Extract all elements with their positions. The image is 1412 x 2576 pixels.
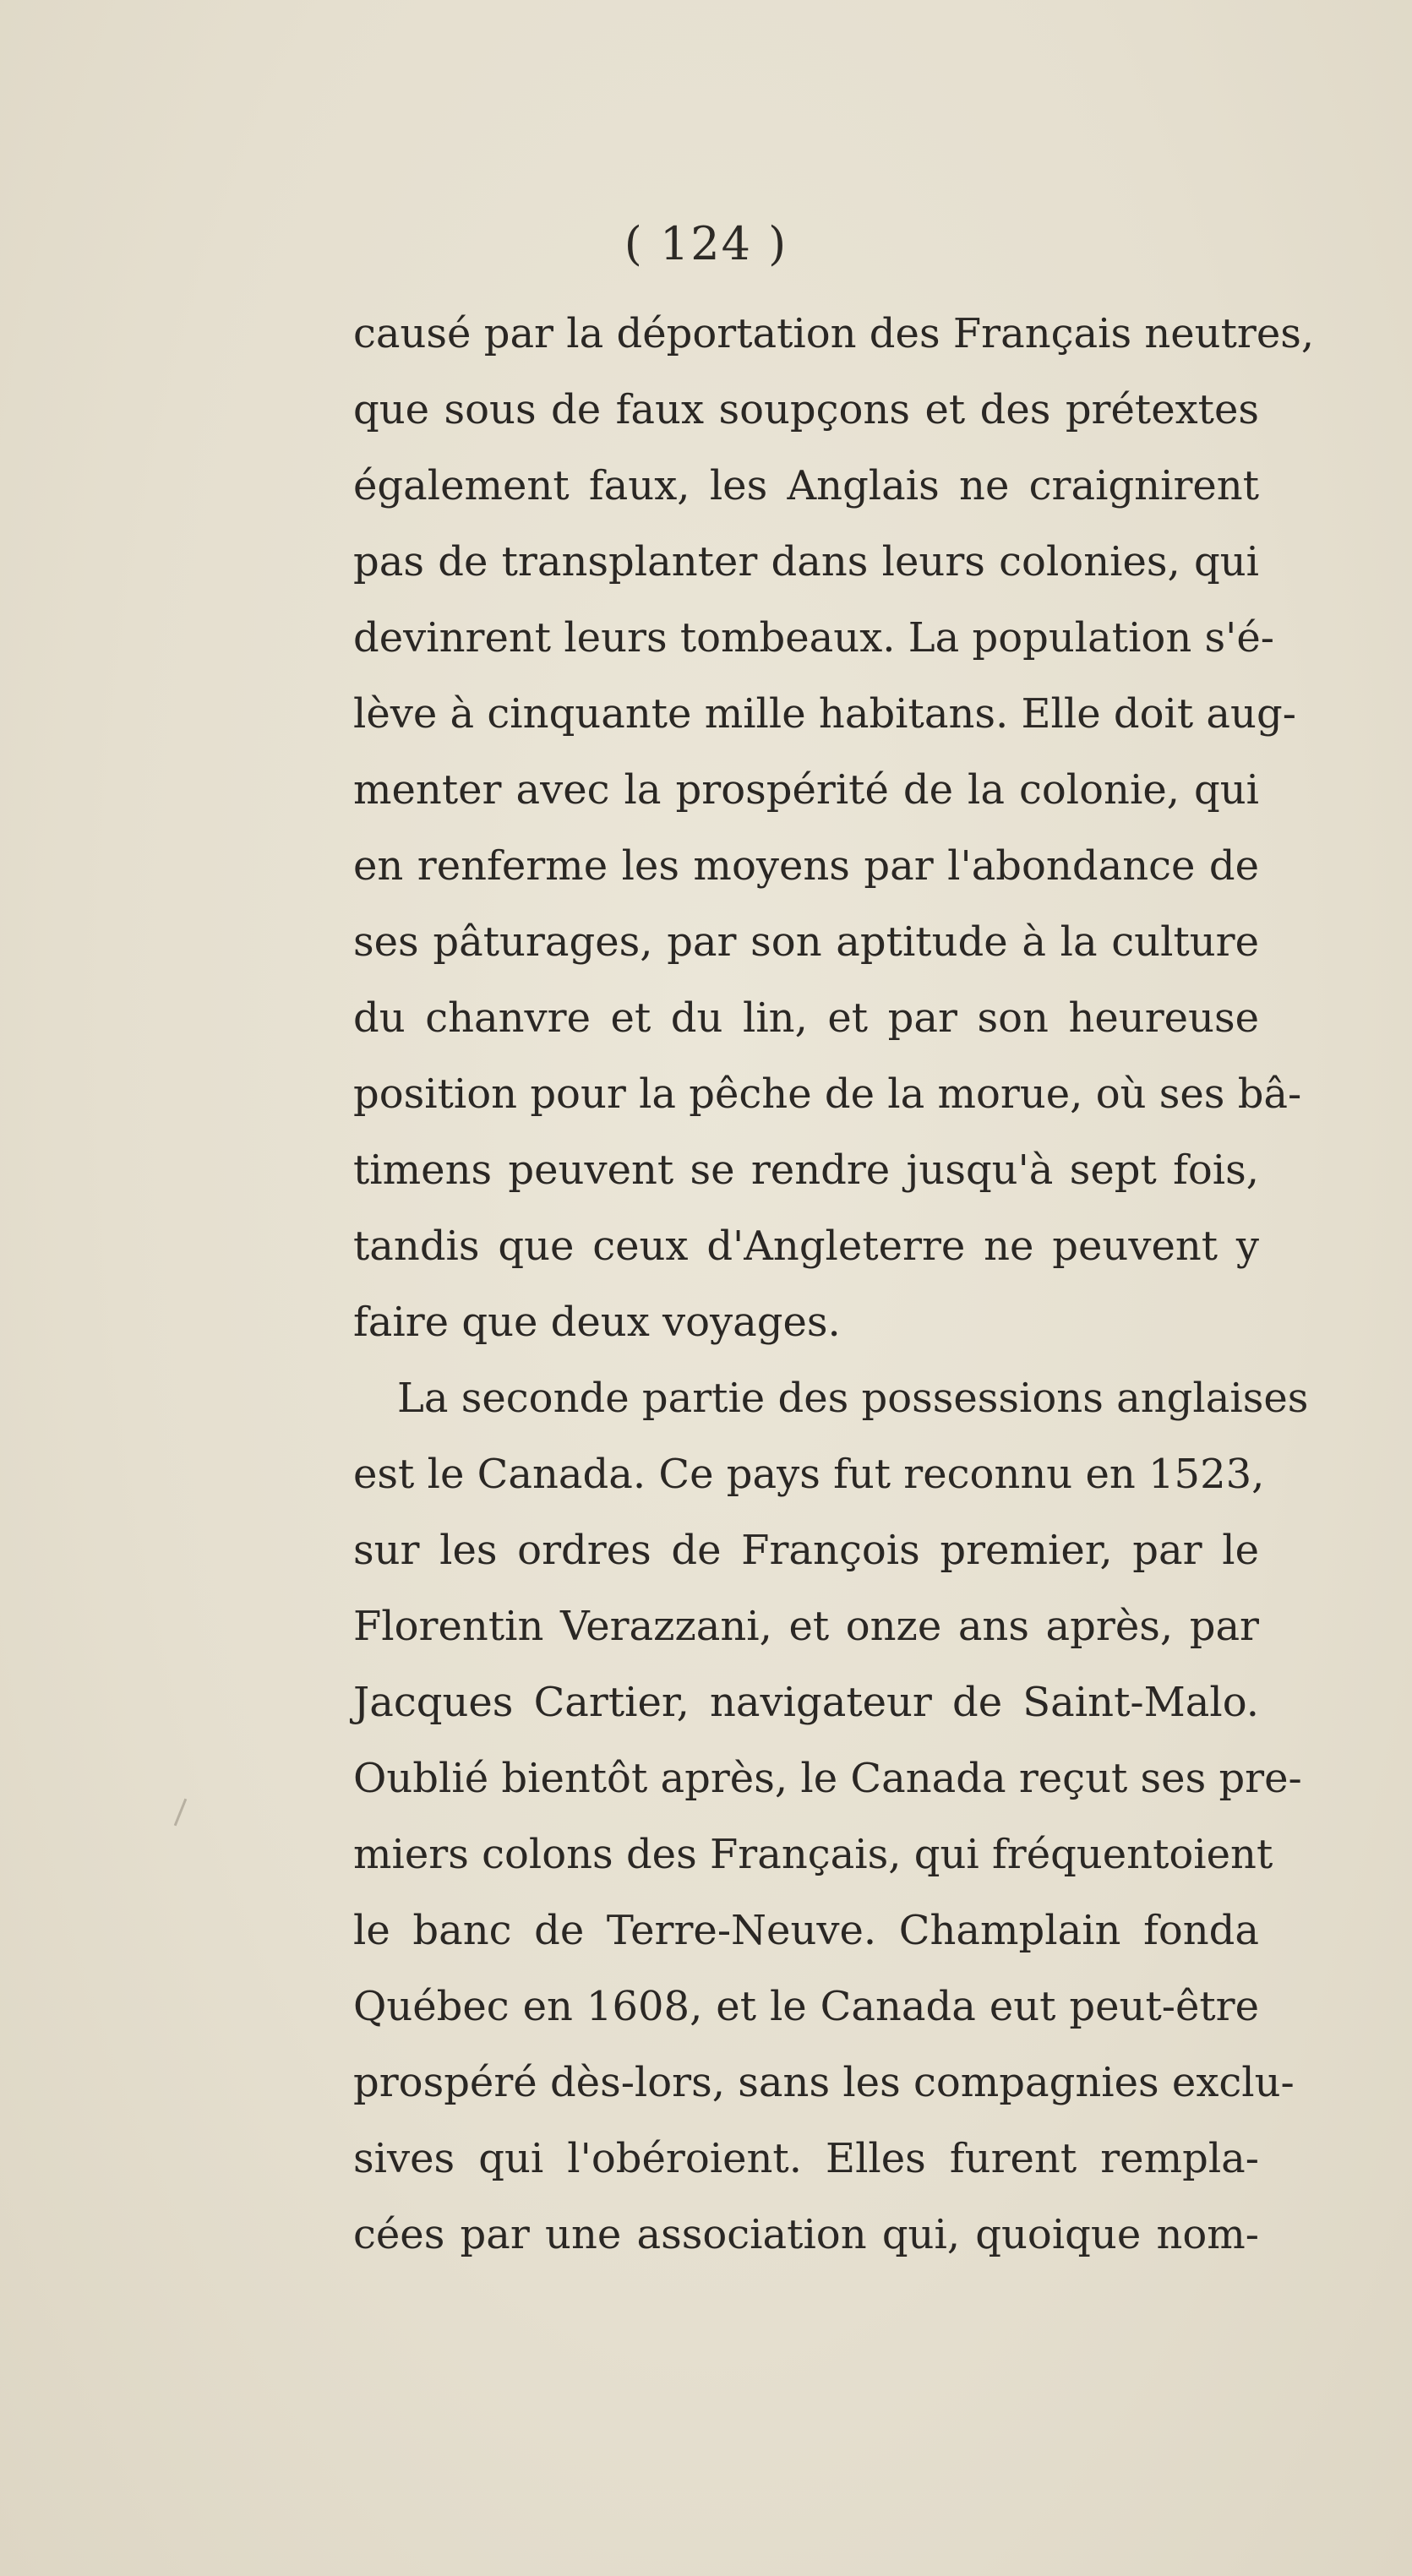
text-line: est le Canada. Ce pays fut reconnu en 1523, (353, 1451, 1265, 1498)
text-line: en renferme les moyens par l'abondance de (353, 842, 1259, 890)
text-line: ses pâturages, par son aptitude à la culture (353, 918, 1259, 966)
text-line: faire que deux voyages. (353, 1299, 841, 1346)
text-line: que sous de faux soupçons et des prétextes (353, 386, 1259, 433)
text-line: devinrent leurs tombeaux. La population s'é- (353, 614, 1274, 662)
text-line: sur les ordres de François premier, par le (353, 1527, 1259, 1574)
text-line: tandis que ceux d'Angleterre ne peuvent y (353, 1223, 1259, 1270)
page-number: ( 124 ) (624, 217, 788, 270)
text-line: également faux, les Anglais ne craignirent (353, 462, 1259, 509)
text-line: pas de transplanter dans leurs colonies, qui (353, 538, 1259, 585)
text-line: cées par une association qui, quoique nom- (353, 2211, 1259, 2258)
text-line: Jacques Cartier, navigateur de Saint-Malo. (353, 1679, 1259, 1726)
text-line: La seconde partie des possessions anglaises (397, 1375, 1309, 1422)
text-line: Québec en 1608, et le Canada eut peut-être (353, 1983, 1259, 2030)
text-line: position pour la pêche de la morue, où ses bâ- (353, 1070, 1302, 1118)
text-line: menter avec la prospérité de la colonie, qui (353, 766, 1259, 814)
paper-blemish (174, 1799, 188, 1827)
text-line: Oublié bientôt après, le Canada reçut ses pre- (353, 1755, 1302, 1802)
text-line: timens peuvent se rendre jusqu'à sept fois, (353, 1146, 1259, 1194)
text-line: sives qui l'obéroient. Elles furent rempla- (353, 2135, 1259, 2182)
text-line: prospéré dès-lors, sans les compagnies exclu- (353, 2059, 1295, 2106)
text-line: lève à cinquante mille habitans. Elle doit aug- (353, 690, 1296, 738)
text-line: Florentin Verazzani, et onze ans après, par (353, 1603, 1259, 1650)
text-line: miers colons des Français, qui fréquentoient (353, 1831, 1273, 1878)
text-line: causé par la déportation des Français neutres, (353, 310, 1315, 357)
text-line: du chanvre et du lin, et par son heureuse (353, 994, 1259, 1042)
text-line: le banc de Terre-Neuve. Champlain fonda (353, 1907, 1259, 1954)
body-text (353, 296, 1315, 2273)
